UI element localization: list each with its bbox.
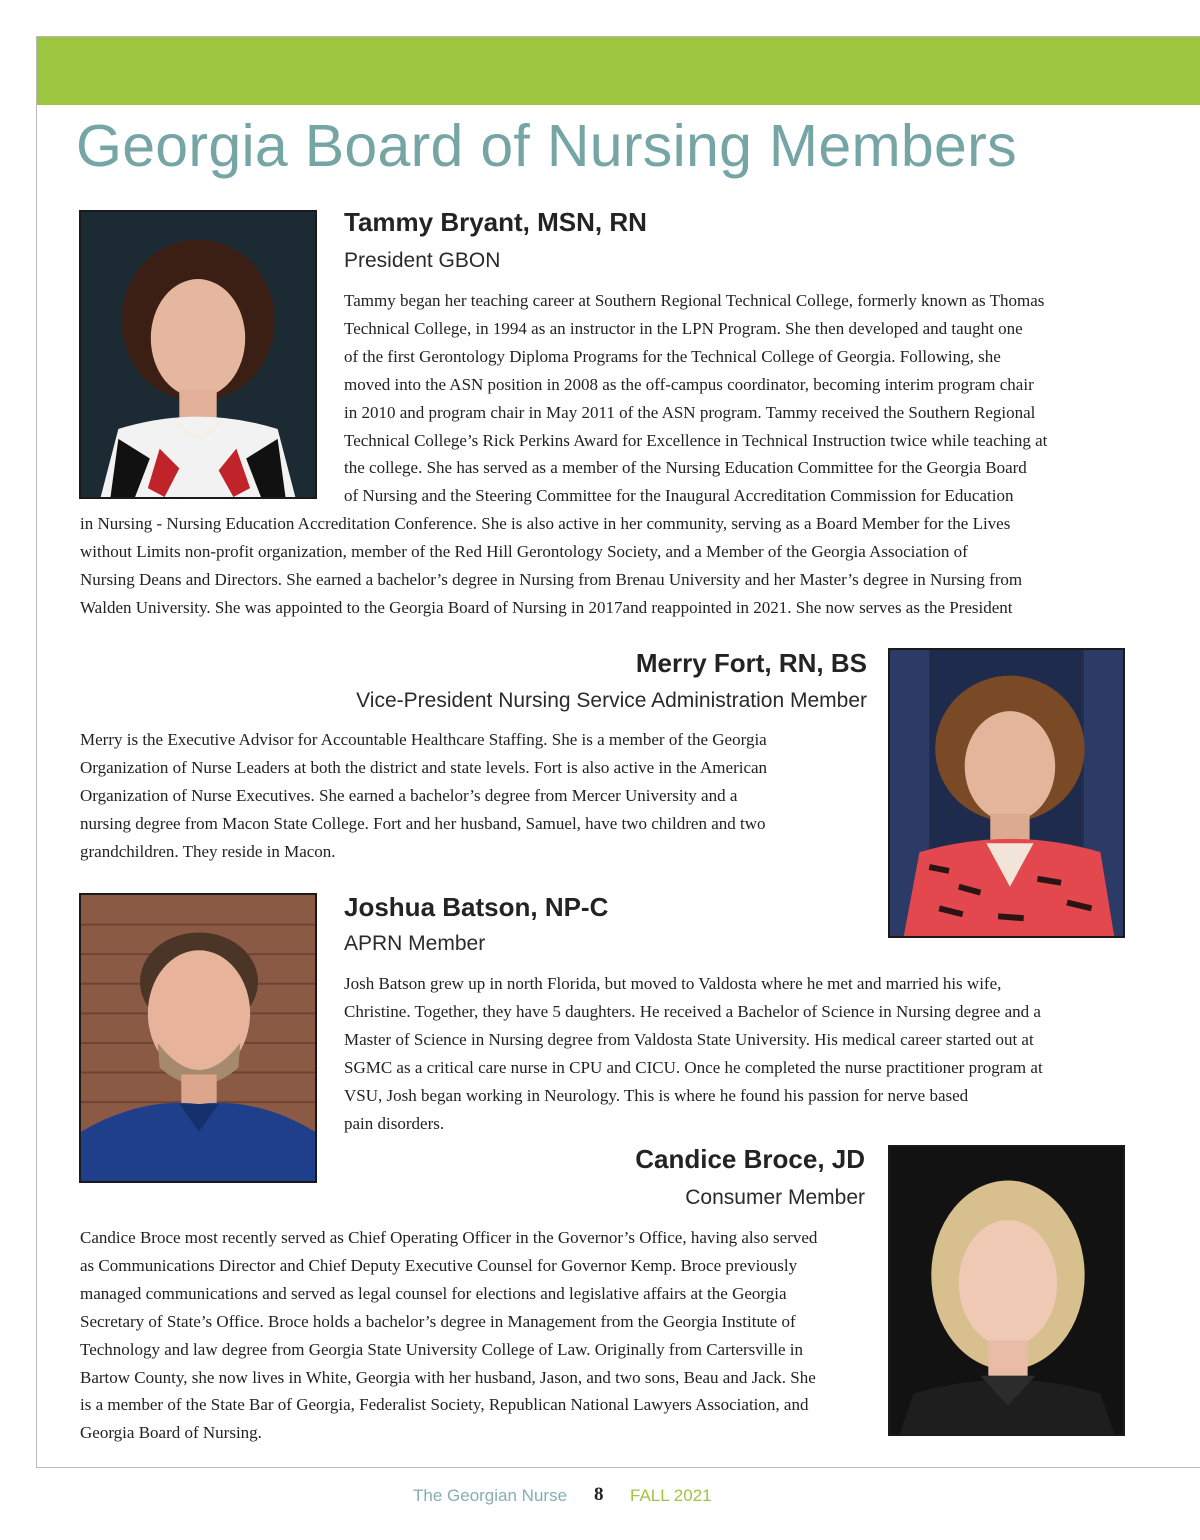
member-role: Vice-President Nursing Service Administration Member: [356, 689, 867, 712]
bio-line: Candice Broce most recently served as Chief Operating Officer in the Governor’s Office, having also served: [80, 1228, 818, 1247]
member-bio-continued: [80, 510, 1022, 622]
bio-line: Master of Science in Nursing degree from Valdosta State University. His medical career started out at: [344, 1029, 1034, 1049]
bio-line: pain disorders.: [344, 1113, 445, 1133]
header-accent-bar: [37, 37, 1200, 105]
bio-line: SGMC as a critical care nurse in CPU and CICU. Once he completed the nurse practitioner program at: [344, 1057, 1043, 1077]
portrait-image: [81, 895, 315, 1181]
bio-line: Nursing Deans and Directors. She earned a bachelor’s degree in Nursing from Brenau University and her Master’s degree in Nursing from: [80, 569, 1023, 589]
bio-line: as Communications Director and Chief Deputy Executive Counsel for Governor Kemp. Broce previously: [80, 1255, 798, 1275]
bio-line: Secretary of State’s Office. Broce holds a bachelor’s degree in Management from the Georgia Institute of: [80, 1311, 796, 1331]
member-bio: [344, 287, 1047, 510]
member-photo-joshua-batson: [79, 893, 317, 1183]
bio-line: Walden University. She was appointed to the Georgia Board of Nursing in 2017and reappointed in 2021. She now serves as the President: [80, 597, 1013, 617]
bio-line: Technical College, in 1994 as an instructor in the LPN Program. She then developed and taught one: [344, 318, 1023, 338]
bio-line: of the first Gerontology Diploma Programs for the Technical College of Georgia. Following, she: [344, 346, 1001, 366]
bio-line: Georgia Board of Nursing.: [80, 1423, 262, 1443]
bio-line: Technology and law degree from Georgia State University College of Law. Originally from Cartersville in: [80, 1339, 803, 1359]
footer-issue: FALL 2021: [630, 1486, 712, 1505]
member-role: APRN Member: [344, 932, 486, 955]
bio-line: VSU, Josh began working in Neurology. This is where he found his passion for nerve based: [344, 1085, 969, 1105]
bio-line: moved into the ASN position in 2008 as the off-campus coordinator, becoming interim program chair: [344, 374, 1034, 394]
member-name: Candice Broce, JD: [635, 1144, 865, 1174]
member-photo-candice-broce: [888, 1145, 1125, 1436]
footer-page-number: 8: [594, 1484, 604, 1505]
bio-line: in 2010 and program chair in May 2011 of the ASN program. Tammy received the Southern Regional: [344, 402, 1036, 422]
member-bio: [80, 1224, 817, 1447]
member-photo-tammy-bryant: [79, 210, 317, 499]
bio-line: nursing degree from Macon State College. Fort and her husband, Samuel, have two children and two: [80, 813, 766, 833]
bio-line: without Limits non-profit organization, member of the Red Hill Gerontology Society, and a Member of the Georgia Association of: [80, 541, 968, 561]
bio-line: Josh Batson grew up in north Florida, but moved to Valdosta where he met and married his wife,: [344, 974, 1002, 993]
bio-line: Technical College’s Rick Perkins Award for Excellence in Technical Instruction twice while teaching at: [344, 430, 1048, 450]
member-name: Merry Fort, RN, BS: [635, 648, 867, 678]
member-role: Consumer Member: [685, 1186, 865, 1209]
bio-line: Tammy began her teaching career at Southern Regional Technical College, formerly known as Thomas: [344, 291, 1045, 310]
bio-line: Bartow County, she now lives in White, Georgia with her husband, Jason, and two sons, Beau and Jack. She: [80, 1367, 816, 1387]
bio-line: Merry is the Executive Advisor for Accountable Healthcare Staffing. She is a member of the Georgia: [80, 730, 767, 749]
member-photo-merry-fort: [888, 648, 1125, 938]
portrait-image: [81, 212, 315, 497]
bio-line: grandchildren. They reside in Macon.: [80, 841, 336, 861]
bio-line: Organization of Nurse Leaders at both the district and state levels. Fort is also active in the American: [80, 757, 768, 777]
footer-publication: The Georgian Nurse: [413, 1486, 568, 1505]
bio-line: is a member of the State Bar of Georgia, Federalist Society, Republican National Lawyers Association, and: [80, 1395, 809, 1415]
member-name: Joshua Batson, NP-C: [344, 892, 609, 922]
member-bio: [344, 970, 1043, 1137]
portrait-image: [890, 650, 1123, 936]
bio-line: in Nursing - Nursing Education Accreditation Conference. She is also active in her community, serving as a Board Member for the Lives: [80, 514, 1011, 533]
portrait-image: [890, 1147, 1123, 1434]
page-title: Georgia Board of Nursing Members: [76, 113, 1017, 179]
member-role: President GBON: [344, 249, 501, 272]
bio-line: Christine. Together, they have 5 daughters. He received a Bachelor of Science in Nursing degree and a: [344, 1001, 1041, 1021]
bio-line: Organization of Nurse Executives. She earned a bachelor’s degree from Mercer University and a: [80, 785, 738, 805]
bio-line: the college. She has served as a member of the Nursing Education Committee for the Georgia Board: [344, 458, 1027, 478]
member-name: Tammy Bryant, MSN, RN: [344, 207, 647, 237]
member-bio: [80, 726, 767, 866]
bio-line: managed communications and served as legal counsel for elections and legislative affairs at the Georgia: [80, 1283, 787, 1303]
bio-line: of Nursing and the Steering Committee for the Inaugural Accreditation Commission for Education: [344, 486, 1014, 506]
